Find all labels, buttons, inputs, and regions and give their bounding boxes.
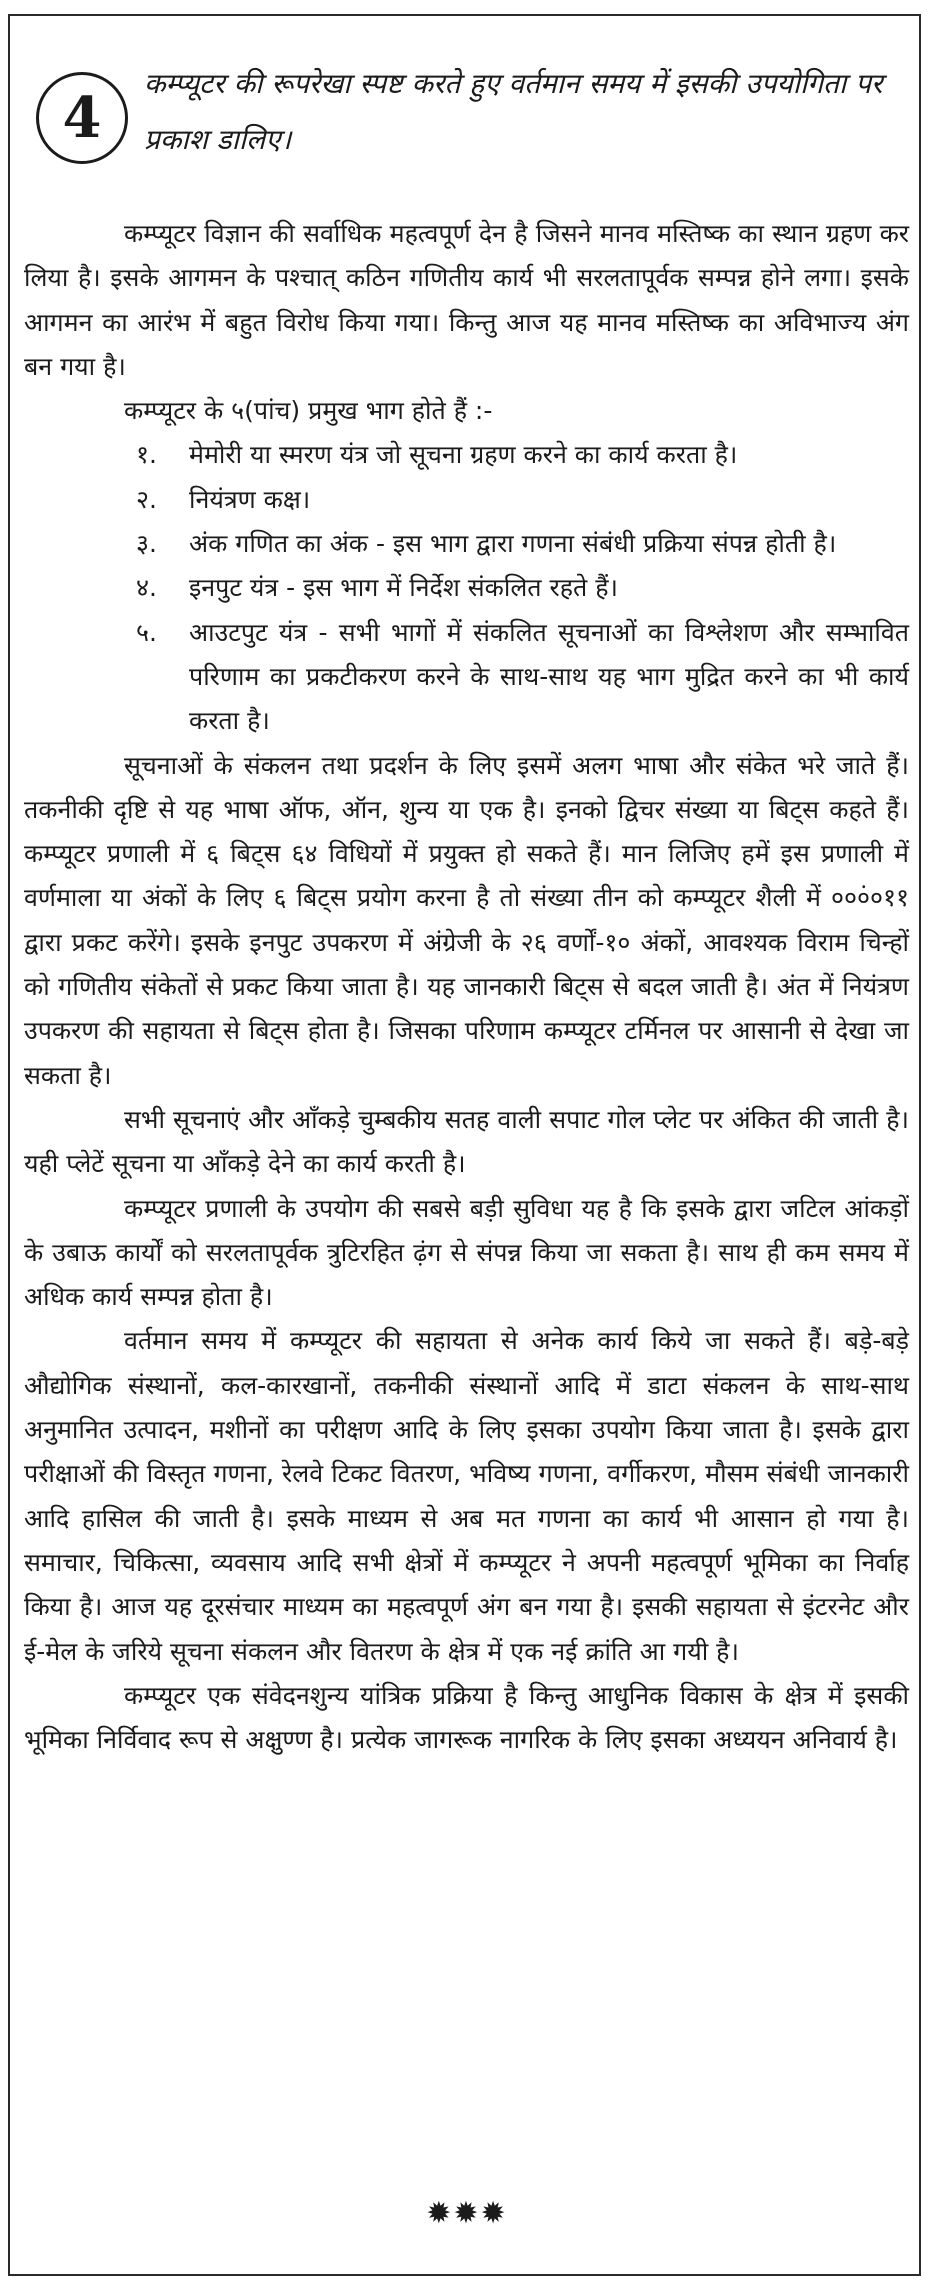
list-item-text: नियंत्रण कक्ष। — [189, 484, 311, 514]
paragraph-data-representation: सूचनाओं के संकलन तथा प्रदर्शन के लिए इसमें अलग भाषा और संकेत भरे जाते हैं। तकनीकी दृष्टि से यह भाषा ऑफ, ऑन, शुन्य या एक है। इनको द्विचर संख्या या बिट्स कहते हैं। कम्प्यूटर प्रणाली में ६ बिट्स ६४ विधियों में प्रयुक्त हो सकते हैं। मान लिजिए हमें इस प्रणाली में वर्णमाला या अंकों के लिए ६ बिट्स प्रयोग करना है तो संख्या तीन को कम्प्यूटर शैली में ०००ं०११ द्वारा प्रकट करेंगे। इसके इनपुट उपकरण में अंग्रेजी के २६ वर्णों-१० अंकों, आवश्यक विराम चिन्हों को गणितीय संकेतों से प्रकट किया जाता है। यह जानकारी बिट्स से बदल जाती है। अंत में नियंत्रण उपकरण की सहायता से बिट्स होता है। जिसका परिणाम कम्प्यूटर टर्मिनल पर आसानी से देखा जा सकता है। — [24, 750, 909, 1090]
list-item-number: २. — [136, 484, 157, 514]
list-item-number: ३. — [136, 529, 157, 559]
paragraph-uses: वर्तमान समय में कम्प्यूटर की सहायता से अनेक कार्य किये जा सकते हैं। बड़े-बड़े औद्योगिक संस्थानों, कल-कारखानों, तकनीकी संस्थानों आदि में डाटा संकलन के साथ-साथ अनुमानित उत्पादन, मशीनों का परीक्षण आदि के लिए इसका उपयोग किया जाता है। इसके द्वारा परीक्षाओं की विस्तृत गणना, रेलवे टिकट वितरण, भविष्य गणना, वर्गीकरण, मौसम संबंधी जानकारी आदि हासिल की जाती है। इसके माध्यम से अब मत गणना का कार्य भी आसान हो गया है। समाचार, चिकित्सा, व्यवसाय आदि सभी क्षेत्रों में कम्प्यूटर ने अपनी महत्वपूर्ण भूमिका का निर्वाह किया है। आज यह दूरसंचार माध्यम का महत्वपूर्ण अंग बन गया है। इसकी सहायता से इंटरनेट और ई-मेल के जरिये सूचना संकलन और वितरण के क्षेत्र में एक नई क्रांति आ गयी है। — [24, 1326, 909, 1666]
list-item-text: इनपुट यंत्र - इस भाग में निर्देश संकलित रहते हैं। — [189, 573, 618, 603]
parts-intro: कम्प्यूटर के ५(पांच) प्रमुख भाग होते हैं :- — [124, 396, 493, 426]
list-item — [24, 433, 909, 477]
question-header — [24, 56, 904, 216]
list-item — [24, 522, 909, 566]
answer-body — [24, 212, 909, 1762]
question-title: कम्प्यूटर की रूपरेखा स्पष्ट करते हुए वर्तमान समय में इसकी उपयोगिता पर प्रकाश डालिए। — [144, 67, 883, 156]
paragraph-advantage: कम्प्यूटर प्रणाली के उपयोग की सबसे बड़ी सुविधा यह है कि इसके द्वारा जटिल आंकड़ों के उबाऊ कार्यों को सरलतापूर्वक त्रुटिरहित ढ़ंग से संपन्न किया जा सकता है। साथ ही कम समय में अधिक कार्य सम्पन्न होता है। — [24, 1193, 909, 1312]
question-number-badge: 4 — [36, 72, 128, 164]
list-item-text: मेमोरी या स्मरण यंत्र जो सूचना ग्रहण करने का कार्य करता है। — [189, 440, 738, 470]
list-item — [24, 566, 909, 610]
list-item-number: ४. — [136, 573, 157, 603]
paragraph-storage: सभी सूचनाएं और आँकड़े चुम्बकीय सतह वाली सपाट गोल प्लेट पर अंकित की जाती है। यही प्लेटें सूचना या आँकड़े देने का कार्य करती है। — [24, 1104, 909, 1179]
paragraph-intro: कम्प्यूटर विज्ञान की सर्वाधिक महत्वपूर्ण देन है जिसने मानव मस्तिष्क का स्थान ग्रहण कर लिया है। इसके आगमन के पश्चात् कठिन गणितीय कार्य भी सरलतापूर्वक सम्पन्न होने लगा। इसके आगमन का आरंभ में बहुत विरोध किया गया। किन्तु आज यह मानव मस्तिष्क का अविभाज्य अंग बन गया है। — [24, 219, 909, 381]
list-item-number: १. — [136, 440, 157, 470]
list-item-text: आउटपुट यंत्र - सभी भागों में संकलित सूचनाओं का विश्लेशण और सम्भावित परिणाम का प्रकटीकरण करने के साथ-साथ यह भाग मुद्रित करने का भी कार्य करता है। — [189, 617, 909, 736]
list-item — [24, 611, 909, 744]
list-item-text: अंक गणित का अंक - इस भाग द्वारा गणना संबंधी प्रक्रिया संपन्न होती है। — [189, 529, 837, 559]
list-item-number: ५. — [136, 617, 157, 647]
list-item — [24, 478, 909, 522]
footer-ornament-icon: ✹✹✹ — [426, 2196, 508, 2231]
page-frame — [8, 14, 921, 2276]
parts-list — [24, 433, 909, 743]
paragraph-conclusion: कम्प्यूटर एक संवेदनशुन्य यांत्रिक प्रक्रिया है किन्तु आधुनिक विकास के क्षेत्र में इसकी भूमिका निर्विवाद रूप से अक्षुण्ण है। प्रत्येक जागरूक नागरिक के लिए इसका अध्ययन अनिवार्य है। — [24, 1680, 909, 1755]
